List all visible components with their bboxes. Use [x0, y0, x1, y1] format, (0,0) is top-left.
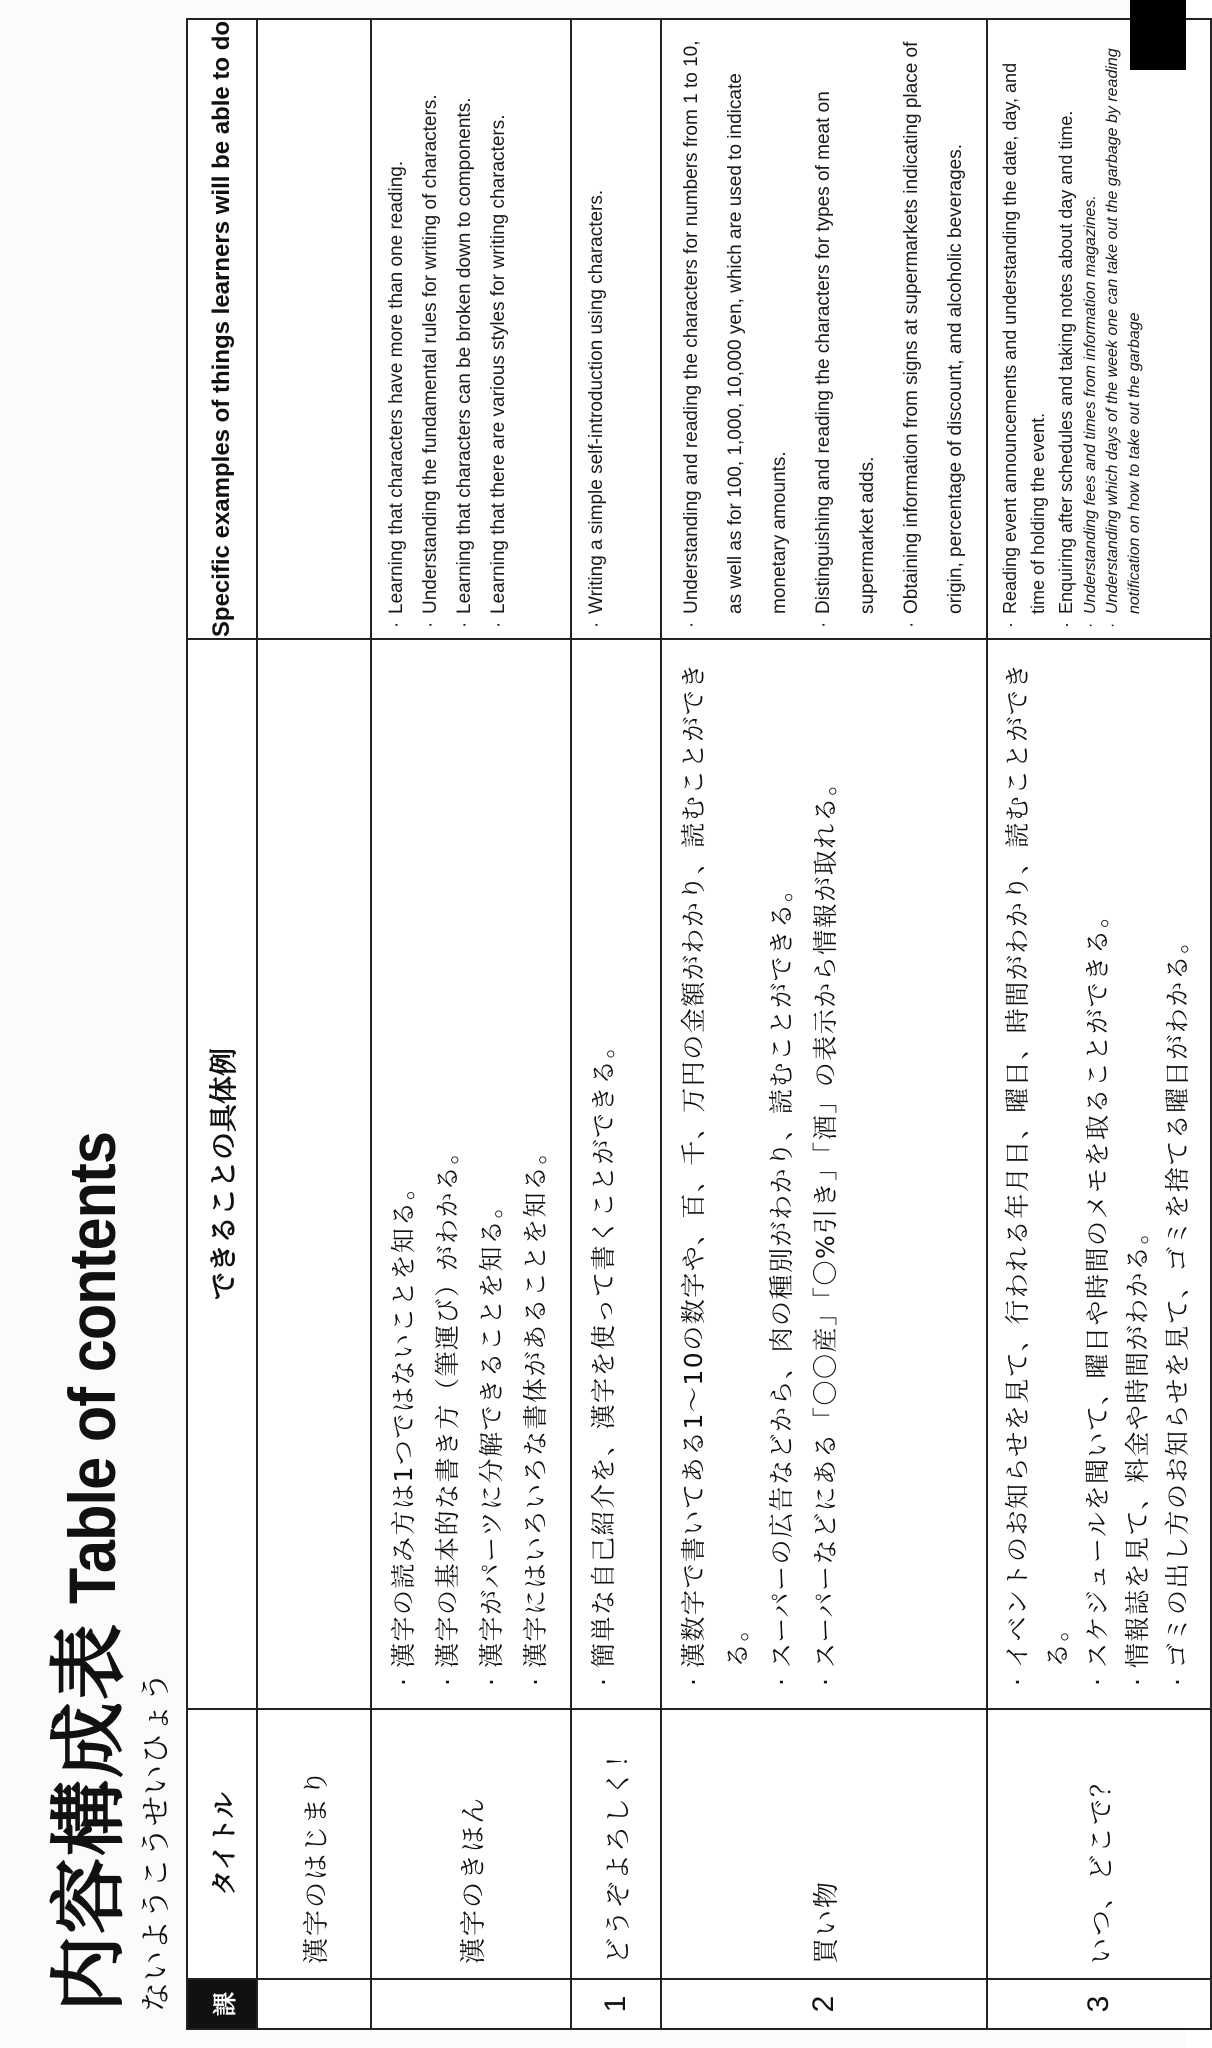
- examples-japanese-cell: [661, 639, 987, 1709]
- example-jp-item: · 漢数字で書いてある1～10の数字や、百、千、万円の金額がわかり、読むことができる。: [672, 654, 760, 1690]
- lesson-number: 2: [661, 1979, 987, 2029]
- example-jp-item: · 情報誌を見て、料金や時間がわかる。: [1118, 654, 1158, 1690]
- contents-table-wrapper: [186, 20, 1192, 2030]
- lesson-title: 漢字のはじまり: [257, 1709, 371, 1979]
- header-lesson-number: [187, 1979, 257, 2029]
- examples-english-cell: [987, 19, 1211, 639]
- example-en-item: · Understanding fees and times from information magazines.: [1080, 28, 1102, 628]
- lesson-number: [257, 1979, 371, 2029]
- example-en-item: · Reading event announcements and understanding the date, day, and time of holding the event.: [996, 28, 1052, 628]
- example-en-item: · Writing a simple self-introduction using characters.: [580, 28, 614, 628]
- example-jp-item: · スーパーなどにある「〇〇産」「〇%引き」「酒」の表示から情報が取れる。: [804, 654, 848, 1690]
- title-row: [28, 1080, 137, 2012]
- example-en-item: · Learning that characters can be broken down to components.: [448, 28, 482, 628]
- page-title-english: Table of contents: [55, 1131, 129, 1604]
- table-row: [257, 19, 371, 2029]
- example-jp-item: · 簡単な自己紹介を、漢字を使って書くことができる。: [582, 654, 626, 1690]
- example-en-item: · Learning that there are various styles for writing characters.: [482, 28, 516, 628]
- example-en-item: · Understanding which days of the week one can take out the garbage by reading notification on how to take out the garbage: [1102, 28, 1146, 628]
- example-jp-item: · 漢字がパーツに分解できることを知る。: [470, 654, 514, 1690]
- examples-english-cell: [371, 19, 571, 639]
- table-row: [371, 19, 571, 2029]
- contents-table: [186, 18, 1212, 2030]
- example-jp-item: · 漢字の読み方は1つではないことを知る。: [382, 654, 426, 1690]
- lesson-number: [371, 1979, 571, 2029]
- examples-japanese-cell: [371, 639, 571, 1709]
- examples-english-cell: [571, 19, 661, 639]
- examples-japanese-cell: [257, 639, 371, 1709]
- lesson-title: どうぞよろしく！: [571, 1709, 661, 1979]
- example-en-item: · Distinguishing and reading the characters for types of meat on supermarket adds.: [802, 28, 890, 628]
- page-corner-tab: [1130, 0, 1186, 70]
- table-row: [987, 19, 1211, 2029]
- table-row: [571, 19, 661, 2029]
- table-header-row: [187, 19, 257, 2029]
- header-examples-english: Specific examples of things learners will be able to do: [187, 19, 257, 639]
- example-jp-item: · イベントのお知らせを見て、行われる年月日、曜日、時間がわかり、読むことができる。: [998, 654, 1078, 1690]
- example-jp-item: · ゴミの出し方のお知らせを見て、ゴミを捨てる曜日がわかる。: [1158, 654, 1198, 1690]
- lesson-number: 3: [987, 1979, 1211, 2029]
- lesson-number: 1: [571, 1979, 661, 2029]
- title-block: [28, 1080, 178, 2012]
- example-en-item: · Understanding the fundamental rules for writing of characters.: [414, 28, 448, 628]
- example-jp-item: · 漢字にはいろいろな書体があることを知る。: [514, 654, 558, 1690]
- header-lesson-number-label: 課: [210, 1992, 239, 2016]
- example-en-item: · Enquiring after schedules and taking notes about day and time.: [1052, 28, 1080, 628]
- table-row: [661, 19, 987, 2029]
- example-en-item: · Obtaining information from signs at supermarkets indicating place of origin, percentage of discount, and alcoholic beverages.: [890, 28, 978, 628]
- lesson-title: いつ、どこで？: [987, 1709, 1211, 1979]
- header-examples-japanese: できることの具体例: [187, 639, 257, 1709]
- examples-japanese-cell: [571, 639, 661, 1709]
- header-title: タイトル: [187, 1709, 257, 1979]
- examples-japanese-cell: [987, 639, 1211, 1709]
- page-title-japanese: 内容構成表: [44, 1622, 133, 2012]
- lesson-title: 買い物: [661, 1709, 987, 1979]
- example-en-item: · Understanding and reading the characters for numbers from 1 to 10, as well as for 100, 1,000, 10,000 yen, which are used to indicate monetary amounts.: [670, 28, 802, 628]
- lesson-title: 漢字のきほん: [371, 1709, 571, 1979]
- example-en-item: · Learning that characters have more than one reading.: [380, 28, 414, 628]
- example-jp-item: · スケジュールを聞いて、曜日や時間のメモを取ることができる。: [1078, 654, 1118, 1690]
- examples-english-cell: [257, 19, 371, 639]
- example-jp-item: · スーパーの広告などから、肉の種別がわかり、読むことができる。: [760, 654, 804, 1690]
- example-jp-item: · 漢字の基本的な書き方（筆運び）がわかる。: [426, 654, 470, 1690]
- page-title-reading: ないようこうせいひょう: [139, 1671, 174, 2012]
- examples-english-cell: [661, 19, 987, 639]
